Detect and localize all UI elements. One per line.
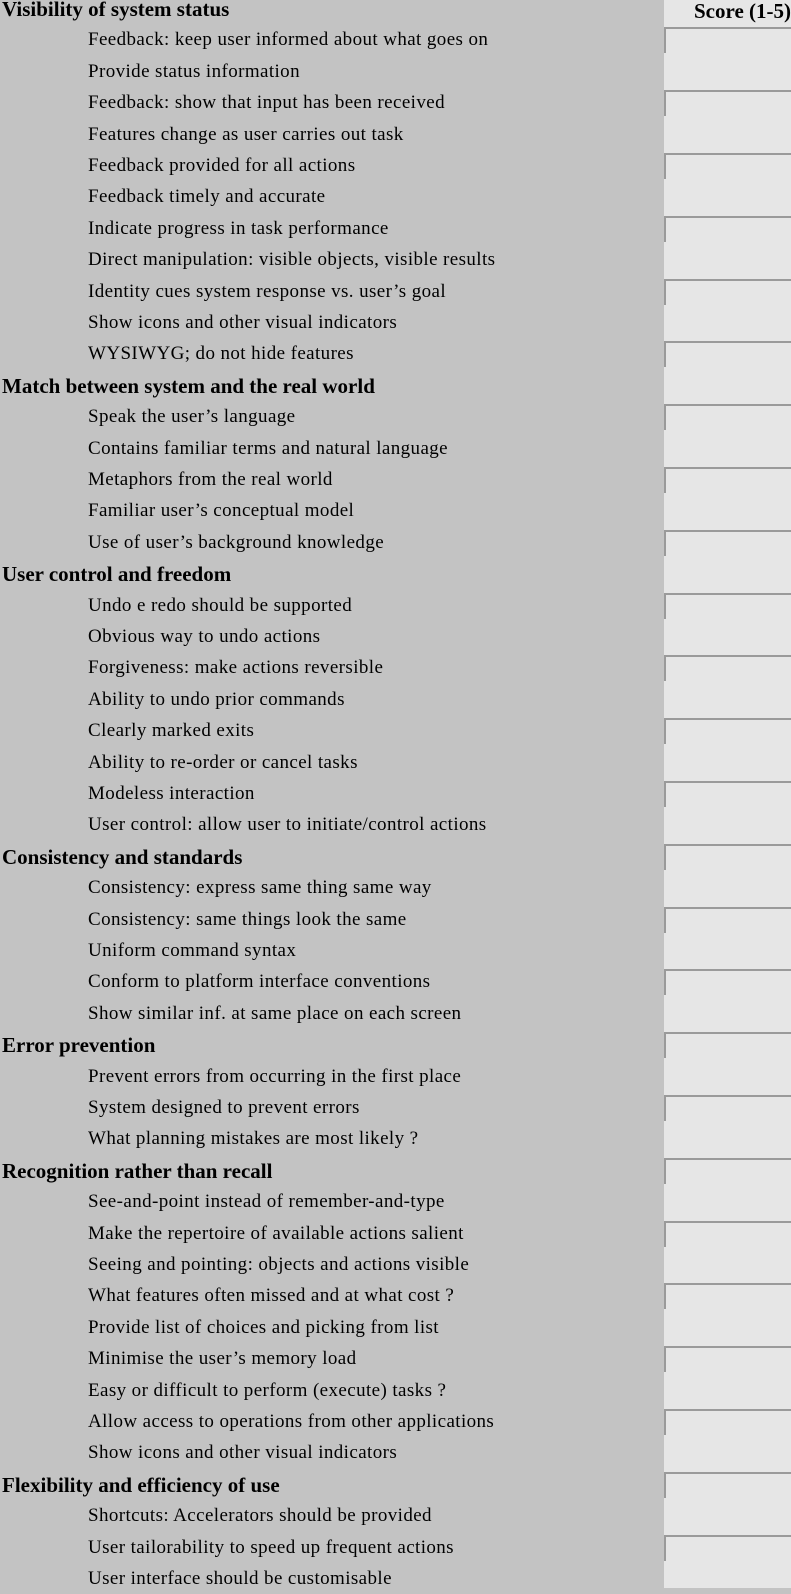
checklist-item-label: Feedback: keep user informed about what goes on	[88, 29, 489, 51]
checklist-item-label: Modeless interaction	[88, 783, 255, 804]
checklist-item	[0, 214, 791, 244]
checklist-item-label: Show similar inf. at same place on each screen	[88, 1002, 462, 1024]
checklist-item	[0, 1187, 791, 1217]
score-input-cell[interactable]	[664, 1283, 791, 1309]
section-heading	[0, 0, 791, 24]
section-heading	[0, 1156, 791, 1186]
checklist-item	[0, 1313, 791, 1343]
score-input-cell[interactable]	[664, 1158, 791, 1184]
checklist-item	[0, 402, 791, 432]
checklist-item-label: Conform to platform interface conventions	[88, 971, 431, 993]
checklist-item	[0, 810, 791, 840]
checklist-item	[0, 120, 791, 150]
score-input-cell[interactable]	[664, 153, 791, 179]
checklist-item-label: Minimise the user’s memory load	[88, 1348, 357, 1370]
checklist-item-label: Make the repertoire of available actions salient	[88, 1222, 464, 1244]
checklist-item	[0, 528, 791, 558]
score-input-cell[interactable]	[664, 1095, 791, 1121]
score-input-cell[interactable]	[664, 90, 791, 116]
checklist-item	[0, 716, 791, 746]
score-input-cell[interactable]	[664, 593, 791, 619]
checklist-item	[0, 591, 791, 621]
checklist-item-label: Show icons and other visual indicators	[88, 1442, 398, 1464]
checklist-item	[0, 1501, 791, 1531]
checklist-item-label: Direct manipulation: visible objects, visible results	[88, 249, 496, 271]
score-input-cell[interactable]	[664, 907, 791, 933]
checklist-item	[0, 25, 791, 55]
checklist-item	[0, 999, 791, 1029]
checklist-item-label: What features often missed and at what cost ?	[88, 1285, 455, 1307]
checklist-item-label: Undo e redo should be supported	[88, 594, 353, 616]
score-input-cell[interactable]	[664, 1535, 791, 1561]
checklist-item	[0, 936, 791, 966]
score-input-cell[interactable]	[664, 467, 791, 493]
checklist-item-label: Consistency: express same thing same way	[88, 877, 432, 899]
checklist-item-label: Prevent errors from occurring in the first place	[88, 1065, 462, 1087]
checklist-item	[0, 779, 791, 809]
checklist-item-label: Easy or difficult to perform (execute) tasks ?	[88, 1379, 447, 1401]
checklist-item-label: Forgiveness: make actions reversible	[88, 657, 384, 679]
checklist-item	[0, 1093, 791, 1123]
checklist-item	[0, 277, 791, 307]
checklist-item-label: Use of user’s background knowledge	[88, 531, 385, 553]
checklist-item	[0, 57, 791, 87]
checklist-item	[0, 434, 791, 464]
checklist-item	[0, 873, 791, 903]
checklist-item	[0, 905, 791, 935]
checklist-item	[0, 748, 791, 778]
section-heading	[0, 559, 791, 589]
score-input-cell[interactable]	[664, 844, 791, 870]
score-input-cell[interactable]	[664, 969, 791, 995]
checklist-item-label: Indicate progress in task performance	[88, 217, 389, 239]
checklist-item	[0, 88, 791, 118]
checklist-item	[0, 967, 791, 997]
checklist-item-label: See-and-point instead of remember-and-type	[88, 1191, 445, 1213]
checklist-item-label: Metaphors from the real world	[88, 469, 333, 490]
checklist-item-label: Consistency: same things look the same	[88, 908, 407, 930]
score-input-cell[interactable]	[664, 1409, 791, 1435]
score-column-header: Score (1-5)	[694, 0, 791, 23]
section-title: Recognition rather than recall	[2, 1158, 273, 1183]
section-title: User control and freedom	[2, 562, 232, 587]
section-heading	[0, 1030, 791, 1060]
checklist-item-label: Provide status information	[88, 60, 300, 82]
checklist-item	[0, 1407, 791, 1437]
score-input-cell[interactable]	[664, 341, 791, 367]
checklist-item	[0, 1281, 791, 1311]
section-title: Match between system and the real world	[2, 373, 375, 398]
checklist-item-label: Identity cues system response vs. user’s goal	[88, 280, 447, 302]
checklist-item-label: User interface should be customisable	[88, 1568, 392, 1589]
score-input-cell[interactable]	[664, 27, 791, 53]
checklist-item-label: Allow access to operations from other applications	[88, 1411, 495, 1432]
checklist-item	[0, 1344, 791, 1374]
checklist-item	[0, 1219, 791, 1249]
score-input-cell[interactable]	[664, 1221, 791, 1247]
score-input-cell[interactable]	[664, 279, 791, 305]
checklist-item-label: Features change as user carries out task	[88, 123, 404, 145]
checklist-item	[0, 1124, 791, 1154]
section-heading	[0, 371, 791, 401]
checklist-item	[0, 151, 791, 181]
score-input-cell[interactable]	[664, 781, 791, 807]
checklist-item-label: Obvious way to undo actions	[88, 626, 321, 647]
checklist-item-label: User control: allow user to initiate/control actions	[88, 814, 487, 836]
score-input-cell[interactable]	[664, 1032, 791, 1058]
score-input-cell[interactable]	[664, 404, 791, 430]
section-title: Visibility of system status	[2, 0, 230, 21]
score-input-cell[interactable]	[664, 655, 791, 681]
checklist-item	[0, 1062, 791, 1092]
checklist-item-label: Contains familiar terms and natural language	[88, 437, 449, 459]
checklist-item-label: Feedback timely and accurate	[88, 186, 326, 208]
checklist-item	[0, 685, 791, 715]
checklist-item	[0, 465, 791, 495]
checklist-item-label: Clearly marked exits	[88, 720, 255, 742]
checklist-item	[0, 339, 791, 369]
checklist-item	[0, 1533, 791, 1563]
checklist-item	[0, 1250, 791, 1280]
checklist-item	[0, 622, 791, 652]
section-title: Consistency and standards	[2, 844, 243, 869]
score-input-cell[interactable]	[664, 1346, 791, 1372]
checklist-item-label: Ability to undo prior commands	[88, 688, 345, 710]
checklist-item	[0, 245, 791, 275]
checklist-item-label: Show icons and other visual indicators	[88, 312, 398, 333]
section-title: Error prevention	[2, 1033, 156, 1058]
checklist-item	[0, 308, 791, 338]
score-input-cell[interactable]	[664, 1472, 791, 1498]
checklist-item-label: Uniform command syntax	[88, 940, 297, 961]
checklist-item-label: What planning mistakes are most likely ?	[88, 1128, 419, 1150]
checklist-item-label: Speak the user’s language	[88, 406, 296, 428]
checklist-item	[0, 1438, 791, 1468]
checklist-item-label: Seeing and pointing: objects and actions visible	[88, 1254, 470, 1275]
checklist-item	[0, 653, 791, 683]
score-input-cell[interactable]	[664, 530, 791, 556]
checklist-item	[0, 496, 791, 526]
score-input-cell[interactable]	[664, 216, 791, 242]
checklist-item-label: Shortcuts: Accelerators should be provided	[88, 1505, 432, 1527]
checklist-item-label: Ability to re-order or cancel tasks	[88, 751, 358, 773]
section-heading	[0, 1470, 791, 1500]
score-input-cell[interactable]	[664, 718, 791, 744]
checklist-item-label: User tailorability to speed up frequent actions	[88, 1536, 454, 1558]
checklist-item-label: Feedback provided for all actions	[88, 155, 356, 176]
checklist-item-label: Feedback: show that input has been received	[88, 92, 445, 114]
checklist-item-label: Provide list of choices and picking from list	[88, 1316, 439, 1338]
checklist-item	[0, 182, 791, 212]
checklist-item	[0, 1564, 791, 1594]
section-heading	[0, 842, 791, 872]
checklist-item-label: WYSIWYG; do not hide features	[88, 343, 354, 365]
checklist-item-label: System designed to prevent errors	[88, 1097, 360, 1118]
checklist-item	[0, 1376, 791, 1406]
section-title: Flexibility and efficiency of use	[2, 1472, 280, 1497]
checklist-item-label: Familiar user’s conceptual model	[88, 500, 355, 522]
